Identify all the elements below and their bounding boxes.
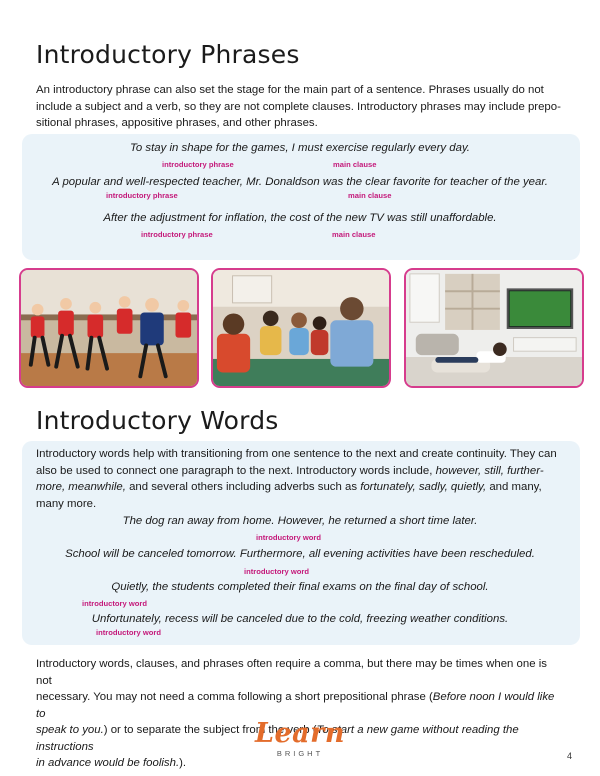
logo-subtitle: BRIGHT (276, 749, 324, 758)
section1-intro: An introductory phrase can also set the stage for the main part of a sentence. Phrases usually do not include a subject and a verb, so they are not complete clauses. Introductory phrases may include prepo- sitional phrases, appositive phrases, and other phrases. (36, 84, 561, 129)
students-exercising-photo (19, 268, 199, 388)
label-introductory-word: introductory word (244, 567, 309, 576)
example-sentence: Quietly, the students completed their final exams on the final day of school. (111, 581, 489, 593)
teacher-with-students-photo (211, 268, 391, 388)
label-introductory-word: introductory word (256, 533, 321, 542)
label-main-clause: main clause (333, 160, 377, 169)
label-introductory-phrase: introductory phrase (106, 191, 178, 200)
section-title-introductory-words: Introductory Words (36, 406, 279, 435)
example-sentence: Unfortunately, recess will be canceled due to the cold, freezing weather conditions. (91, 613, 509, 625)
example-sentence: To stay in shape for the games, I must exercise regularly every day. (130, 142, 470, 154)
section2-intro: Introductory words help with transitioning from one sentence to the next and create continuity. They can also be used to connect one paragraph to the next. Introductory words include, however, still, further- more, meanwhile, and several others including adverbs such as fortunately, sadly, quietly, and many, many more. (36, 448, 557, 510)
learn-bright-logo (0, 720, 600, 759)
logo-word: Learn (254, 718, 345, 749)
example-sentence: A popular and well-respected teacher, Mr. Donaldson was the clear favorite for teacher of the year. (52, 176, 548, 188)
label-introductory-word: introductory word (82, 599, 147, 608)
example-sentence: After the adjustment for inflation, the cost of the new TV was still unaffordable. (103, 212, 497, 224)
label-introductory-word: introductory word (96, 628, 161, 637)
label-main-clause: main clause (332, 230, 376, 239)
label-introductory-phrase: introductory phrase (141, 230, 213, 239)
example-sentence: The dog ran away from home. However, he returned a short time later. (122, 515, 478, 527)
girl-watching-tv-photo (404, 268, 584, 388)
section-title-introductory-phrases: Introductory Phrases (36, 40, 300, 69)
example-sentence: School will be canceled tomorrow. Furthermore, all evening activities have been rescheduled. (65, 548, 535, 560)
page-number: 4 (566, 751, 572, 761)
closing-paragraph: Introductory words, clauses, and phrases often require a comma, but there may be times when one is not necessary. You may not need a comma following a short prepositional phrase (Before noon I would like to speak to you.) or to separate the subject from the verb (To start a new game without reading the instructions in advance would be foolish.). (36, 658, 555, 769)
label-introductory-phrase: introductory phrase (162, 160, 234, 169)
label-main-clause: main clause (348, 191, 392, 200)
